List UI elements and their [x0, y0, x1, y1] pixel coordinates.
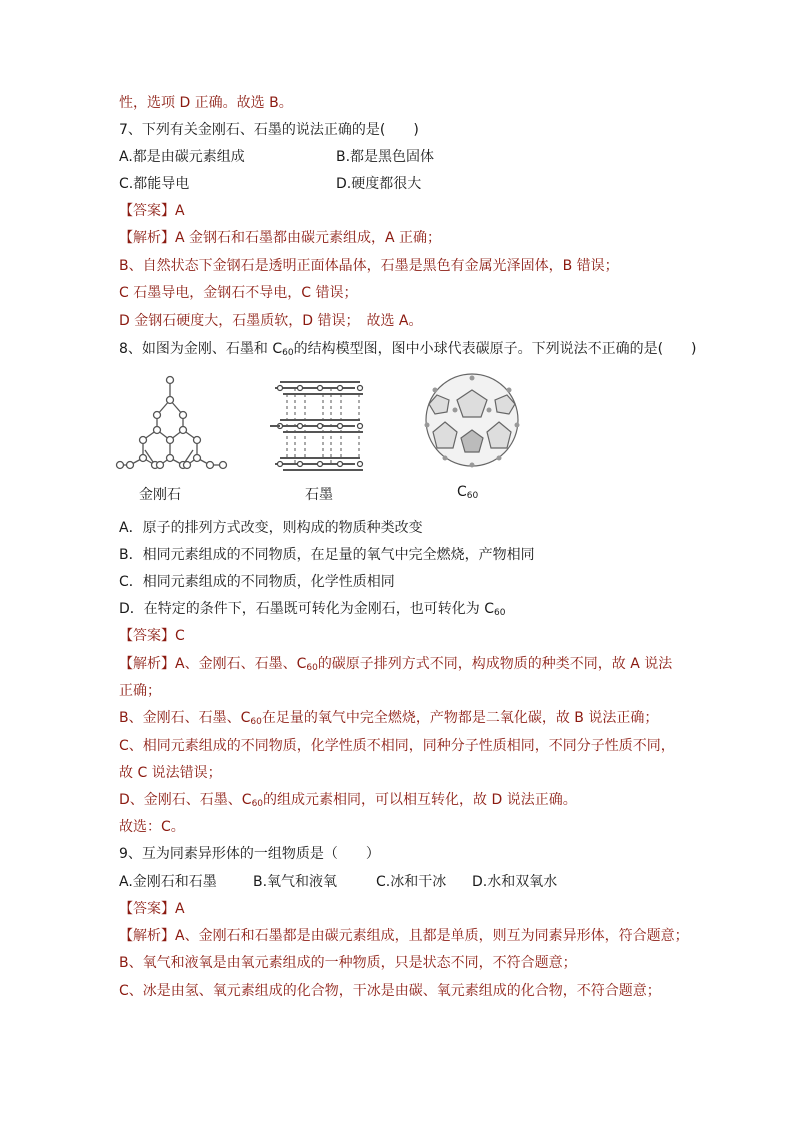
- q9-option-c: C.冰和干冰: [376, 874, 447, 890]
- q7-option-b: B.都是黑色固体: [336, 149, 435, 165]
- q9-explanation-2: B、氧气和液氧是由氧元素组成的一种物质，只是状态不同，不符合题意；: [119, 955, 577, 971]
- q8-option-b: B．相同元素组成的不同物质，在足量的氧气中完全燃烧，产物相同: [119, 547, 535, 563]
- q9-explanation-1: 【解析】A、金刚石和石墨都是由碳元素组成，且都是单质，则互为同素异形体，符合题意；: [119, 928, 689, 944]
- carbon-structures-figure: [115, 370, 535, 510]
- q7-explanation-1: 【解析】A 金钢石和石墨都由碳元素组成，A 正确；: [119, 230, 442, 246]
- q8-explanation-2: B、金刚石、石墨、$C_{60}$在足量的氧气中完全燃烧，产物都是二氧化碳，故 B 说法正确；: [119, 710, 659, 727]
- question-9: 9、互为同素异形体的一组物质是（ ）: [119, 846, 380, 862]
- question-8: 8、如图为金刚、石墨和 $C_{60}$的结构模型图，图中小球代表碳原子。下列说法不正确的是( ): [119, 341, 697, 358]
- c60-structure-icon: [425, 374, 520, 468]
- q8-option-d: D．在特定的条件下，石墨既可转化为金刚石，也可转化为 $C_{60}$: [119, 601, 506, 618]
- q8-conclusion: 故选：C。: [119, 819, 185, 835]
- q8-explanation-1b: 正确；: [119, 683, 161, 699]
- prev-explanation-tail: 性，选项 D 正确。故选 B。: [119, 95, 293, 111]
- q9-option-a: A.金刚石和石墨: [119, 874, 217, 890]
- q8-explanation-4: D、金刚石、石墨、$C_{60}$的组成元素相同，可以相互转化，故 D 说法正确。: [119, 792, 577, 809]
- q7-option-c: C.都能导电: [119, 176, 190, 192]
- q7-option-a: A.都是由碳元素组成: [119, 149, 245, 165]
- q7-explanation-3: C 石墨导电，金钢石不导电，C 错误；: [119, 285, 358, 301]
- caption-diamond: 金刚石: [139, 487, 181, 503]
- q8-option-a: A．原子的排列方式改变，则构成的物质种类改变: [119, 520, 423, 536]
- caption-graphite: 石墨: [305, 487, 333, 503]
- q7-answer: 【答案】A: [119, 203, 185, 219]
- q8-explanation-3b: 故 C 说法错误；: [119, 765, 222, 781]
- q9-option-d: D.水和双氧水: [472, 874, 558, 890]
- q9-answer: 【答案】A: [119, 901, 185, 917]
- q7-explanation-4: D 金钢石硬度大，石墨质软，D 错误； 故选 A。: [119, 313, 423, 329]
- q8-option-c: C．相同元素组成的不同物质，化学性质相同: [119, 574, 395, 590]
- q7-explanation-2: B、自然状态下金钢石是透明正面体晶体，石墨是黑色有金属光泽固体，B 错误；: [119, 258, 619, 274]
- q8-explanation-3: C、相同元素组成的不同物质，化学性质不相同，同种分子性质相同，不同分子性质不同，: [119, 738, 675, 754]
- graphite-structure-icon: [270, 382, 363, 470]
- q7-option-d: D.硬度都很大: [336, 176, 422, 192]
- question-7: 7、下列有关金刚石、石墨的说法正确的是( ): [119, 122, 419, 138]
- q8-explanation-1: 【解析】A、金刚石、石墨、$C_{60}$的碳原子排列方式不同，构成物质的种类不同，故 A 说法: [119, 656, 673, 673]
- q9-explanation-3: C、冰是由氢、氧元素组成的化合物，干冰是由碳、氧元素组成的化合物，不符合题意；: [119, 983, 661, 999]
- diamond-structure-icon: [117, 377, 227, 469]
- q9-option-b: B.氧气和液氧: [253, 874, 338, 890]
- caption-c60: $C_{60}$: [457, 484, 479, 501]
- q8-answer: 【答案】C: [119, 628, 185, 644]
